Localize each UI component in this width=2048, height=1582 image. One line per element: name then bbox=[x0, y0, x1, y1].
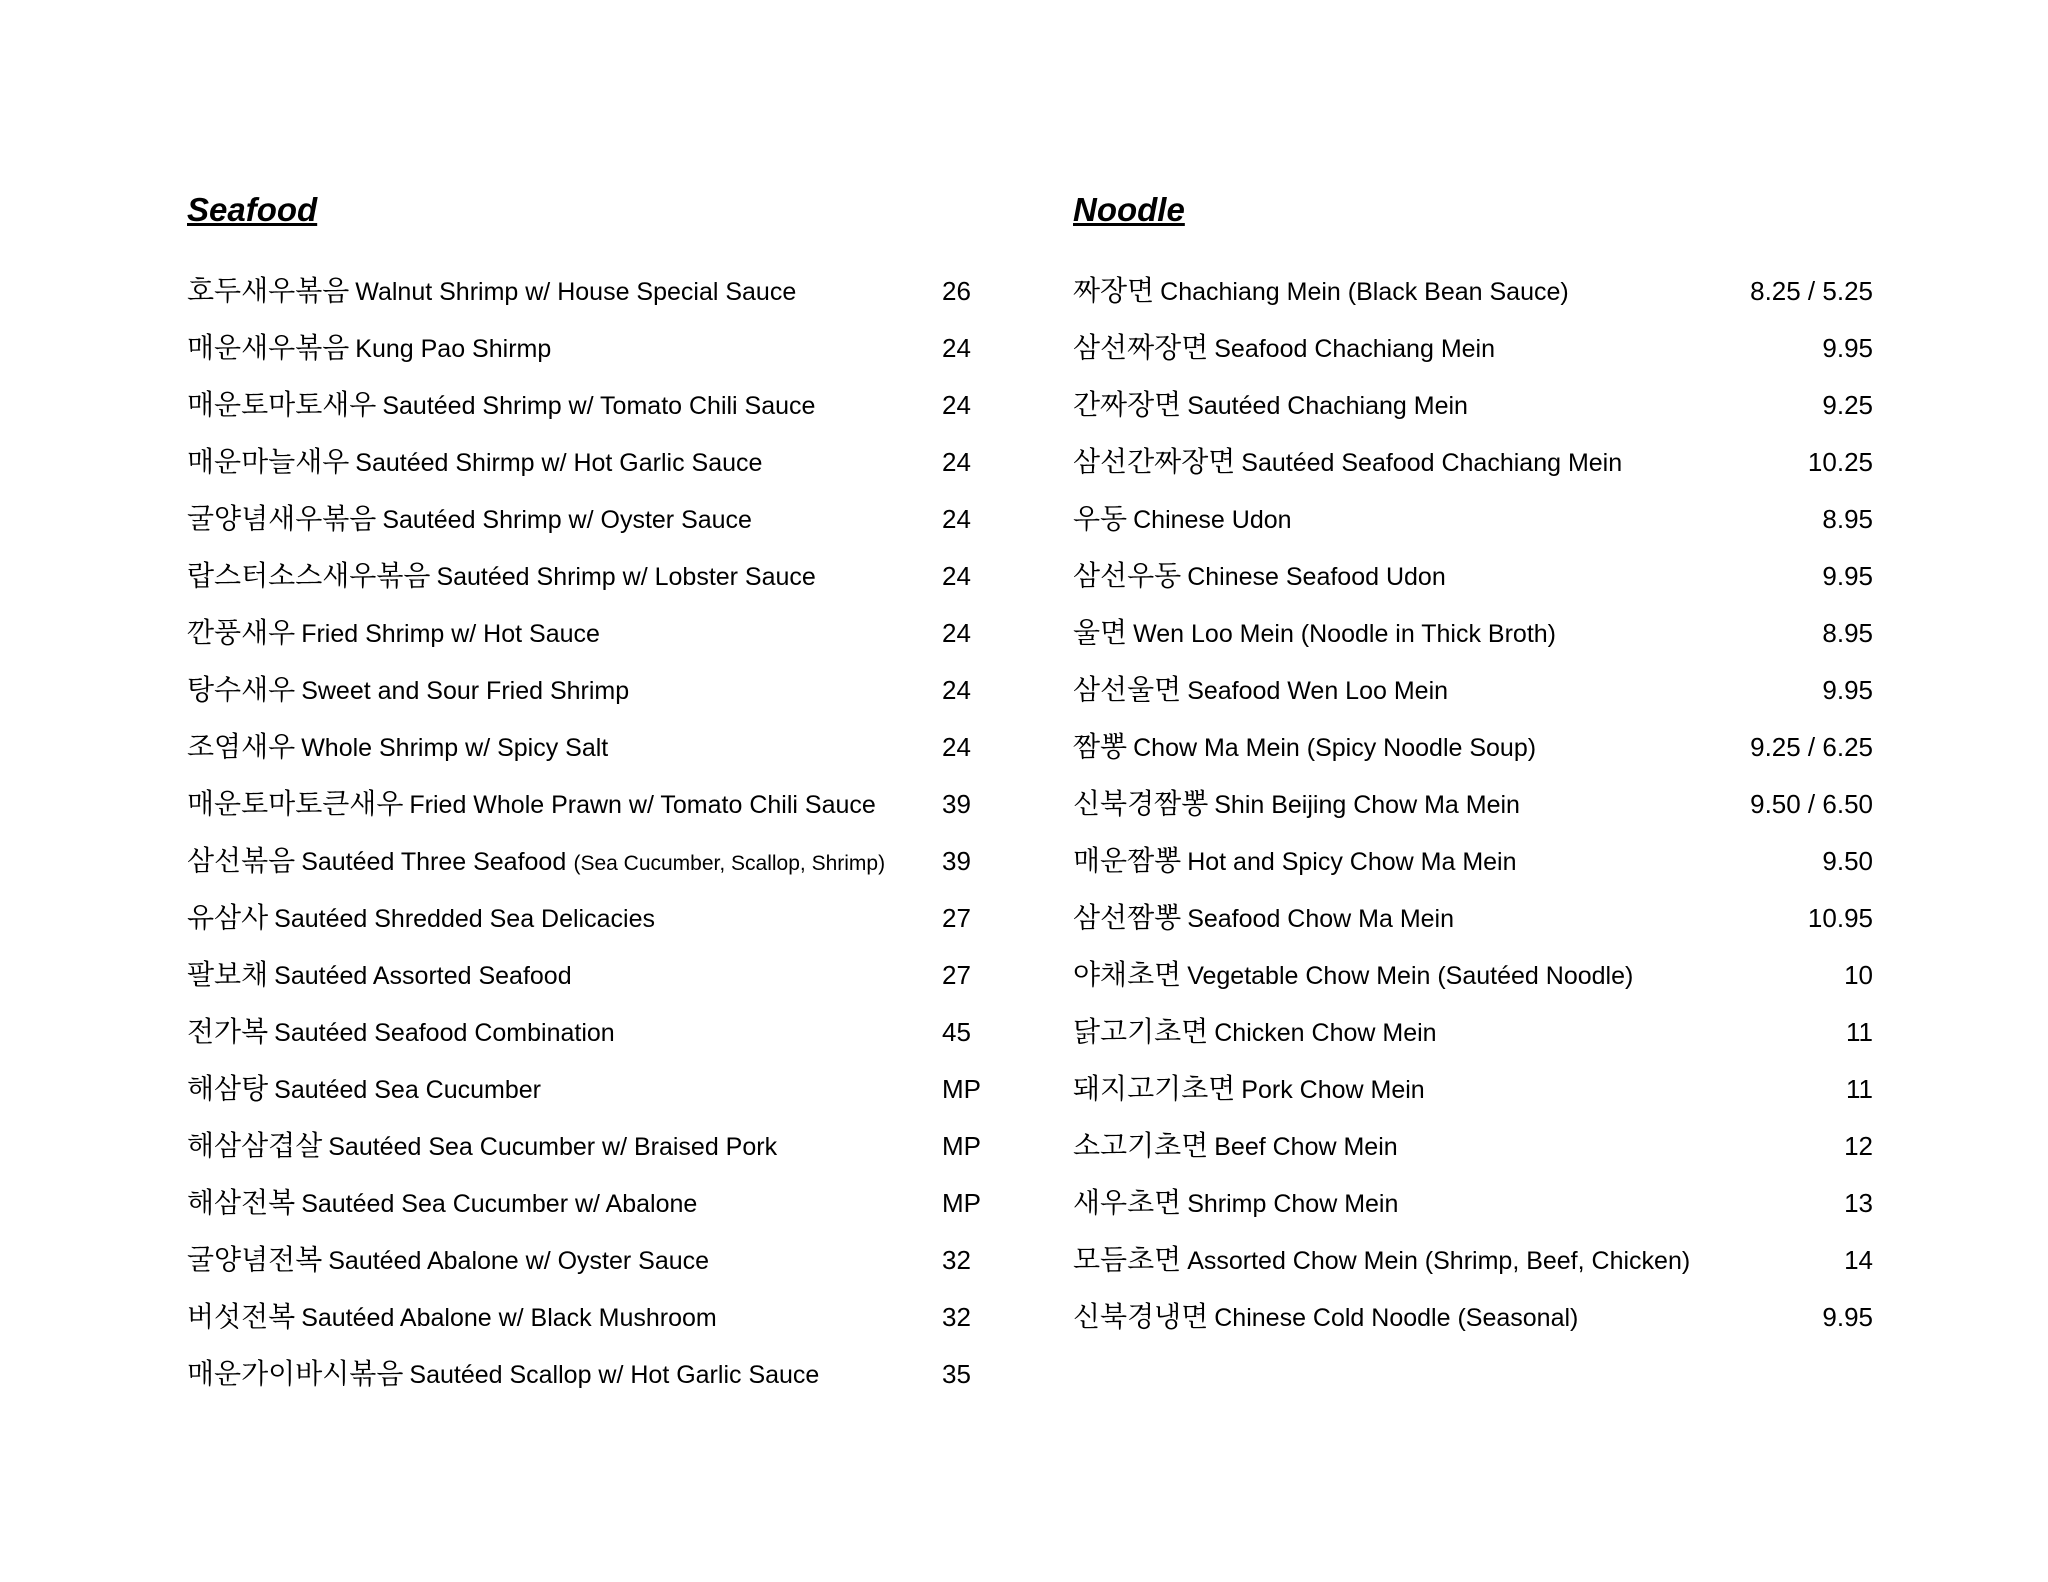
menu-item-english-name: Sautéed Shrimp w/ Lobster Sauce bbox=[436, 563, 816, 591]
menu-item-english-name: Chinese Udon bbox=[1133, 506, 1292, 534]
menu-item-english-name: Sautéed Shirmp w/ Hot Garlic Sauce bbox=[355, 449, 763, 477]
menu-item bbox=[1073, 556, 1873, 613]
menu-item bbox=[187, 442, 982, 499]
menu-item-korean-name: 삼선짜장면 bbox=[1073, 331, 1209, 364]
menu-item-korean-name: 해삼탕 bbox=[187, 1072, 269, 1105]
menu-item-english-name: Seafood Chachiang Mein bbox=[1214, 335, 1495, 363]
menu-item bbox=[187, 727, 982, 784]
menu-item bbox=[187, 784, 982, 841]
menu-item-korean-name: 삼선간짜장면 bbox=[1073, 445, 1236, 478]
menu-item-korean-name: 랍스터소스새우볶음 bbox=[187, 559, 431, 592]
menu-item-english-name: Shin Beijing Chow Ma Mein bbox=[1214, 791, 1520, 819]
menu-item-price: 9.95 bbox=[1822, 675, 1873, 705]
menu-item-korean-name: 새우초면 bbox=[1073, 1186, 1182, 1219]
menu-item bbox=[187, 613, 982, 670]
menu-item bbox=[1073, 727, 1873, 784]
menu-item bbox=[1073, 271, 1873, 328]
menu-item-english-name: Chow Ma Mein (Spicy Noodle Soup) bbox=[1133, 734, 1537, 762]
menu-item bbox=[187, 898, 982, 955]
menu-item bbox=[187, 328, 982, 385]
menu-item bbox=[187, 1012, 982, 1069]
menu-item-korean-name: 신북경짬뽕 bbox=[1073, 787, 1209, 820]
menu-item-korean-name: 간짜장면 bbox=[1073, 388, 1182, 421]
menu-item bbox=[1073, 1183, 1873, 1240]
menu-item-korean-name: 호두새우볶음 bbox=[187, 274, 350, 307]
seafood-list bbox=[187, 271, 982, 1411]
menu-item-english-name: Sautéed Chachiang Mein bbox=[1187, 392, 1468, 420]
menu-item-korean-name: 버섯전복 bbox=[187, 1300, 296, 1333]
menu-item-price: 9.95 bbox=[1822, 333, 1873, 363]
menu-item bbox=[1073, 1297, 1873, 1354]
menu-item-price: 10.95 bbox=[1807, 903, 1873, 933]
menu-item bbox=[1073, 499, 1873, 556]
menu-item-price: 26 bbox=[942, 276, 971, 306]
menu-item-korean-name: 삼선볶음 bbox=[187, 844, 296, 877]
menu-item-english-name: Seafood Wen Loo Mein bbox=[1187, 677, 1449, 705]
menu-item-price: 35 bbox=[942, 1359, 971, 1389]
menu-item-korean-name: 매운새우볶음 bbox=[187, 331, 350, 364]
menu-item bbox=[1073, 898, 1873, 955]
menu-item-korean-name: 깐풍새우 bbox=[187, 616, 296, 649]
menu-item-price: 12 bbox=[1844, 1131, 1873, 1161]
menu-item-korean-name: 신북경냉면 bbox=[1073, 1300, 1209, 1333]
menu-item bbox=[1073, 385, 1873, 442]
menu-item bbox=[187, 1069, 982, 1126]
menu-item-price: 39 bbox=[942, 846, 971, 876]
menu-item-note: (Sea Cucumber, Scallop, Shrimp) bbox=[573, 852, 886, 875]
menu-item-english-name: Sweet and Sour Fried Shrimp bbox=[301, 677, 630, 705]
menu-item-price: 32 bbox=[942, 1302, 971, 1332]
menu-item-korean-name: 매운토마토큰새우 bbox=[187, 787, 404, 820]
menu-item-korean-name: 해삼삼겹살 bbox=[187, 1129, 323, 1162]
menu-item-english-name: Sautéed Scallop w/ Hot Garlic Sauce bbox=[409, 1361, 820, 1389]
menu-item-english-name: Sautéed Sea Cucumber w/ Abalone bbox=[301, 1190, 698, 1218]
menu-item-english-name: Wen Loo Mein (Noodle in Thick Broth) bbox=[1133, 620, 1556, 648]
menu-item-price: 14 bbox=[1844, 1245, 1873, 1275]
menu-item-english-name: Vegetable Chow Mein (Sautéed Noodle) bbox=[1187, 962, 1634, 990]
menu-item bbox=[187, 271, 982, 328]
noodle-title: Noodle bbox=[1073, 191, 1185, 228]
menu-item-price: 9.50 / 6.50 bbox=[1750, 789, 1873, 819]
menu-item bbox=[1073, 1069, 1873, 1126]
menu-item-korean-name: 삼선우동 bbox=[1073, 559, 1182, 592]
menu-item bbox=[187, 841, 982, 898]
menu-item bbox=[1073, 955, 1873, 1012]
menu-item-korean-name: 매운마늘새우 bbox=[187, 445, 350, 478]
menu-item-korean-name: 탕수새우 bbox=[187, 673, 296, 706]
menu-item-price: 8.95 bbox=[1822, 618, 1873, 648]
menu-item-price: 10.25 bbox=[1807, 447, 1873, 477]
menu-item-price: 24 bbox=[942, 333, 971, 363]
menu-item bbox=[1073, 670, 1873, 727]
menu-item-price: 8.95 bbox=[1822, 504, 1873, 534]
menu-item-english-name: Hot and Spicy Chow Ma Mein bbox=[1187, 848, 1517, 876]
menu-item-english-name: Sautéed Shredded Sea Delicacies bbox=[274, 905, 655, 933]
menu-item-price: 9.25 bbox=[1822, 390, 1873, 420]
menu-item-korean-name: 전가복 bbox=[187, 1015, 269, 1048]
menu-item-price: 45 bbox=[942, 1017, 971, 1047]
menu-item-korean-name: 짜장면 bbox=[1073, 274, 1155, 307]
menu-item-english-name: Chachiang Mein (Black Bean Sauce) bbox=[1160, 278, 1569, 306]
menu-item-korean-name: 조염새우 bbox=[187, 730, 296, 763]
menu-item-korean-name: 굴양념전복 bbox=[187, 1243, 323, 1276]
menu-item-korean-name: 해삼전복 bbox=[187, 1186, 296, 1219]
menu-item-korean-name: 팔보채 bbox=[187, 958, 269, 991]
menu-item-price: 24 bbox=[942, 504, 971, 534]
menu-item-korean-name: 짬뽕 bbox=[1073, 730, 1128, 763]
menu-item-price: 9.50 bbox=[1822, 846, 1873, 876]
menu-item-korean-name: 우동 bbox=[1073, 502, 1128, 535]
menu-item-price: MP bbox=[942, 1074, 981, 1104]
menu-item-price: 27 bbox=[942, 960, 971, 990]
menu-item-price: 32 bbox=[942, 1245, 971, 1275]
menu-item-english-name: Seafood Chow Ma Mein bbox=[1187, 905, 1455, 933]
menu-item-price: 24 bbox=[942, 618, 971, 648]
menu-item bbox=[187, 1183, 982, 1240]
menu-item bbox=[187, 955, 982, 1012]
menu-item-korean-name: 야채초면 bbox=[1073, 958, 1182, 991]
menu-item-english-name: Sautéed Shrimp w/ Tomato Chili Sauce bbox=[382, 392, 816, 420]
menu-item-english-name: Sautéed Shrimp w/ Oyster Sauce bbox=[382, 506, 752, 534]
seafood-title: Seafood bbox=[187, 191, 318, 228]
menu-item-price: MP bbox=[942, 1188, 981, 1218]
menu-item-korean-name: 삼선울면 bbox=[1073, 673, 1182, 706]
noodle-section bbox=[1073, 186, 1873, 1333]
menu-item-english-name: Chinese Cold Noodle (Seasonal) bbox=[1214, 1304, 1579, 1332]
menu-item-english-name: Beef Chow Mein bbox=[1214, 1133, 1398, 1161]
menu-item bbox=[187, 1126, 982, 1183]
menu-item-english-name: Fried Shrimp w/ Hot Sauce bbox=[301, 620, 600, 648]
menu-item-english-name: Sautéed Three Seafood bbox=[301, 848, 567, 876]
menu-item-english-name: Sautéed Seafood Chachiang Mein bbox=[1241, 449, 1623, 477]
menu-item-english-name: Whole Shrimp w/ Spicy Salt bbox=[301, 734, 609, 762]
menu-item-english-name: Sautéed Assorted Seafood bbox=[274, 962, 572, 990]
menu-item bbox=[1073, 1240, 1873, 1297]
menu-item bbox=[187, 385, 982, 442]
menu-item-korean-name: 닭고기초면 bbox=[1073, 1015, 1209, 1048]
menu-item bbox=[1073, 613, 1873, 670]
menu-item bbox=[187, 1354, 982, 1411]
menu-item-korean-name: 굴양념새우볶음 bbox=[187, 502, 377, 535]
menu-item bbox=[1073, 328, 1873, 385]
menu-item-korean-name: 삼선짬뽕 bbox=[1073, 901, 1182, 934]
menu-item-price: 24 bbox=[942, 561, 971, 591]
menu-item-korean-name: 소고기초면 bbox=[1073, 1129, 1209, 1162]
menu-item-korean-name: 매운토마토새우 bbox=[187, 388, 377, 421]
menu-item-english-name: Sautéed Sea Cucumber w/ Braised Pork bbox=[328, 1133, 778, 1161]
menu-item-price: 9.95 bbox=[1822, 561, 1873, 591]
menu-item-english-name: Chicken Chow Mein bbox=[1214, 1019, 1437, 1047]
menu-item-korean-name: 모듬초면 bbox=[1073, 1243, 1182, 1276]
menu-item-price: 24 bbox=[942, 390, 971, 420]
menu-item-english-name: Kung Pao Shirmp bbox=[355, 335, 552, 363]
menu-item-price: 39 bbox=[942, 789, 971, 819]
menu-item bbox=[1073, 784, 1873, 841]
menu-item-english-name: Pork Chow Mein bbox=[1241, 1076, 1425, 1104]
menu-item bbox=[187, 1297, 982, 1354]
menu-item-english-name: Shrimp Chow Mein bbox=[1187, 1190, 1399, 1218]
menu-item-price: 24 bbox=[942, 447, 971, 477]
menu-item-english-name: Sautéed Abalone w/ Black Mushroom bbox=[301, 1304, 717, 1332]
menu-item-english-name: Sautéed Seafood Combination bbox=[274, 1019, 615, 1047]
seafood-section bbox=[187, 186, 982, 1390]
menu-item bbox=[187, 556, 982, 613]
menu-item-price: 24 bbox=[942, 675, 971, 705]
menu-item-price: 11 bbox=[1846, 1017, 1873, 1047]
menu-item-price: 9.25 / 6.25 bbox=[1750, 732, 1873, 762]
menu-item-korean-name: 매운가이바시볶음 bbox=[187, 1357, 404, 1390]
menu-item bbox=[187, 1240, 982, 1297]
menu-item-korean-name: 울면 bbox=[1073, 616, 1128, 649]
menu-item bbox=[1073, 1126, 1873, 1183]
menu-item-price: 27 bbox=[942, 903, 971, 933]
menu-item-english-name: Walnut Shrimp w/ House Special Sauce bbox=[355, 278, 797, 306]
menu-item-english-name: Sautéed Sea Cucumber bbox=[274, 1076, 541, 1104]
noodle-list bbox=[1073, 271, 1873, 1354]
menu-item-price: 9.95 bbox=[1822, 1302, 1873, 1332]
menu-item-price: MP bbox=[942, 1131, 981, 1161]
menu-item bbox=[187, 499, 982, 556]
menu-item bbox=[187, 670, 982, 727]
menu-item-english-name: Chinese Seafood Udon bbox=[1187, 563, 1446, 591]
menu-item-price: 24 bbox=[942, 732, 971, 762]
menu-item-english-name: Sautéed Abalone w/ Oyster Sauce bbox=[328, 1247, 710, 1275]
menu-item-korean-name: 매운짬뽕 bbox=[1073, 844, 1182, 877]
menu-item-korean-name: 유삼사 bbox=[187, 901, 269, 934]
menu-item-price: 10 bbox=[1844, 960, 1873, 990]
menu-item bbox=[1073, 841, 1873, 898]
menu-item-korean-name: 돼지고기초면 bbox=[1073, 1072, 1236, 1105]
menu-item-price: 13 bbox=[1844, 1188, 1873, 1218]
menu-item bbox=[1073, 442, 1873, 499]
menu-item bbox=[1073, 1012, 1873, 1069]
menu-item-price: 8.25 / 5.25 bbox=[1750, 276, 1873, 306]
menu-item-price: 11 bbox=[1846, 1074, 1873, 1104]
menu-item-english-name: Assorted Chow Mein (Shrimp, Beef, Chicken) bbox=[1187, 1247, 1691, 1275]
menu-item-english-name: Fried Whole Prawn w/ Tomato Chili Sauce bbox=[409, 791, 876, 819]
